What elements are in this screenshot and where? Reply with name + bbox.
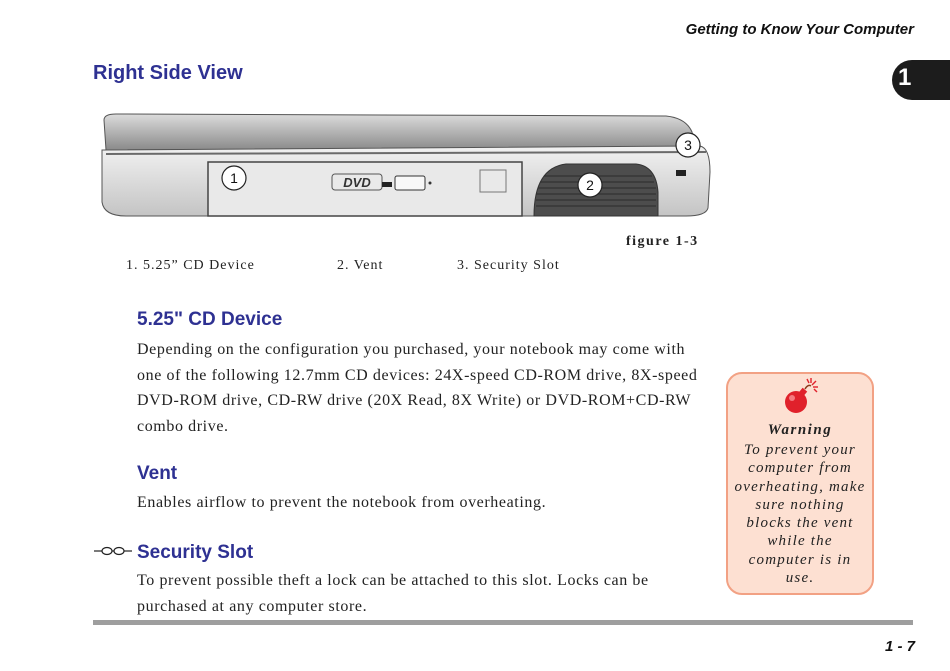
chapter-number: 1 [898,64,912,91]
dvd-badge: DVD [343,175,371,190]
security-slot-body: To prevent possible theft a lock can be attached to this slot. Locks can be purchased at any computer store. [137,572,649,615]
section-title: Right Side View [93,62,243,84]
legend-item-cd-device: 1. 5.25” CD Device [126,258,255,273]
callout-1 [222,166,246,190]
callout-2 [578,173,602,197]
callout-3-label: 3 [684,137,692,153]
running-header: Getting to Know Your Computer [685,21,914,38]
cd-device-body: Depending on the configuration you purchased, your notebook may come with one of the following 12.7mm CD devices: 24X-speed CD-ROM drive, 8X-speed DVD-ROM drive, CD-RW drive (20X Read, 8X Write) or DVD-ROM+CD-RW combo drive. [137,341,698,435]
footer-rule [93,620,913,625]
laptop-lid [104,114,696,150]
right-side-view-figure [96,112,716,230]
warning-box [726,372,874,595]
callout-2-label: 2 [586,177,594,193]
security-slot-heading: Security Slot [137,542,254,563]
page-number: 1 - 7 [884,638,915,655]
legend-item-vent: 2. Vent [337,258,384,273]
chapter-tab [892,60,950,100]
vent-heading: Vent [137,463,178,484]
warning-title: Warning [767,422,833,438]
legend-item-security-slot: 3. Security Slot [457,258,560,273]
bomb-icon [780,378,820,416]
callout-3 [676,133,700,157]
figure-caption: figure 1-3 [626,234,699,249]
warning-text: To prevent your computer from overheating, make sure nothing blocks the vent while the computer is in use. [734,442,866,587]
vent-body: Enables airflow to prevent the notebook from overheating. [137,494,547,511]
security-slot [676,170,686,176]
cd-device-heading: 5.25" CD Device [137,309,283,330]
callout-1-label: 1 [230,170,238,186]
lock-icon [94,544,132,558]
